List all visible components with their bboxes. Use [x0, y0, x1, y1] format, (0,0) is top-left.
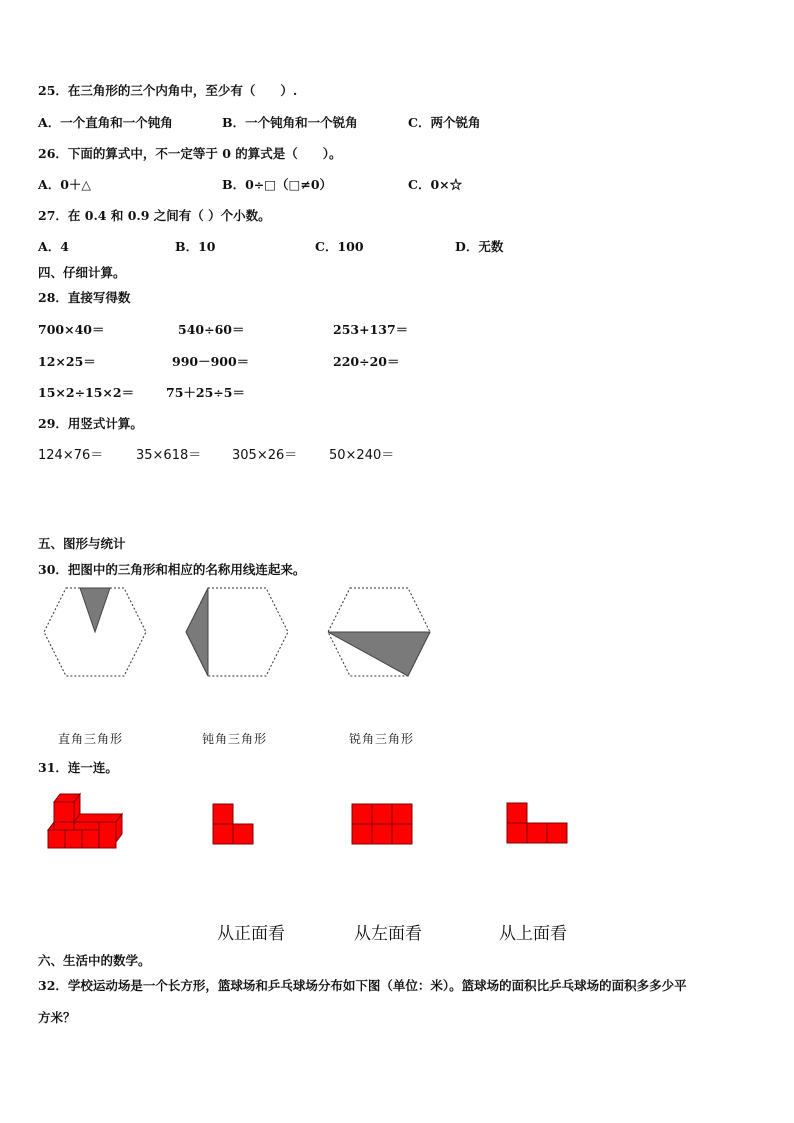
q27-option-d[interactable]: D．无数 — [455, 239, 504, 254]
q28-item: 700×40＝ — [38, 322, 105, 337]
q31-stem: 31．连一连。 — [38, 760, 118, 775]
view-shape-l[interactable] — [212, 803, 256, 845]
q29-item: 35×618＝ — [136, 448, 202, 463]
cube-front-face — [82, 830, 99, 848]
view-label[interactable]: 从正面看 — [217, 924, 285, 944]
cube-front-face — [54, 802, 74, 822]
q26-stem: 26．下面的算式中，不一定等于 0 的算式是（ ）。 — [38, 146, 342, 161]
hexagon-figure-1 — [40, 586, 150, 678]
view-shape-grid[interactable] — [351, 803, 413, 845]
q28-item: 253+137＝ — [333, 322, 409, 337]
triangle-label[interactable]: 钝角三角形 — [202, 732, 268, 746]
section6-title: 六、生活中的数学。 — [38, 953, 151, 968]
q28-item: 990－900＝ — [172, 354, 250, 369]
q25-option-c[interactable]: C．两个锐角 — [408, 115, 481, 130]
q29-item: 124×76＝ — [38, 448, 104, 463]
section5-title: 五、图形与统计 — [38, 536, 126, 551]
q25-stem: 25．在三角形的三个内角中，至少有（ ）. — [38, 83, 298, 98]
q28-item: 540÷60＝ — [178, 322, 245, 337]
q25-option-b[interactable]: B．一个钝角和一个锐角 — [222, 115, 358, 130]
q27-option-a[interactable]: A．4 — [38, 239, 69, 254]
q32-stem-line1: 32．学校运动场是一个长方形，篮球场和乒乓球场分布如下图（单位：米）。篮球场的面积比乒乓球场的面积多多少平 — [38, 978, 687, 993]
hexagon-figure-3 — [324, 586, 434, 678]
section4-title: 四、仔细计算。 — [38, 265, 126, 280]
cube-front-face — [65, 830, 82, 848]
cube-top-face — [74, 814, 122, 822]
q26-option-c[interactable]: C．0×☆ — [408, 177, 463, 192]
q28-stem: 28．直接写得数 — [38, 290, 131, 305]
q27-option-b[interactable]: B．10 — [175, 239, 216, 254]
q29-item: 305×26＝ — [232, 448, 298, 463]
triangle-label[interactable]: 直角三角形 — [58, 732, 124, 746]
cube-front-face — [99, 822, 116, 848]
q28-item: 220÷20＝ — [333, 354, 400, 369]
q29-stem: 29．用竖式计算。 — [38, 416, 143, 431]
q27-stem: 27．在 0.4 和 0.9 之间有（ ）个小数。 — [38, 208, 271, 223]
view-label[interactable]: 从左面看 — [354, 924, 422, 944]
hexagon-figure-2 — [182, 586, 292, 678]
cube-front-face — [54, 822, 74, 830]
q28-item: 75＋25÷5＝ — [166, 385, 245, 400]
q30-stem: 30．把图中的三角形和相应的名称用线连起来。 — [38, 562, 306, 577]
shaded-triangle[interactable] — [186, 588, 208, 676]
triangle-label[interactable]: 锐角三角形 — [349, 732, 415, 746]
q32-stem-line2: 方米？ — [38, 1010, 76, 1025]
view-shape-wide-l[interactable] — [506, 802, 570, 844]
q26-option-a[interactable]: A．0＋△ — [38, 177, 92, 192]
q25-option-a[interactable]: A．一个直角和一个钝角 — [38, 115, 173, 130]
q29-item: 50×240＝ — [329, 448, 395, 463]
q26-option-b[interactable]: B．0÷□（□≠0） — [222, 177, 333, 192]
cube-solid-figure — [44, 790, 128, 852]
q28-item: 15×2÷15×2＝ — [38, 385, 135, 400]
q28-item: 12×25＝ — [38, 354, 96, 369]
cube-front-face — [48, 830, 65, 848]
view-label[interactable]: 从上面看 — [499, 924, 567, 944]
q27-option-c[interactable]: C．100 — [315, 239, 364, 254]
